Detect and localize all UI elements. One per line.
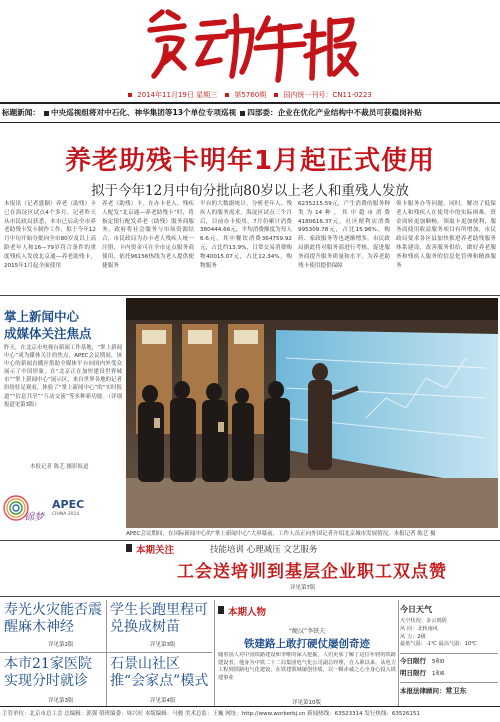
limit-value: 5和0 [432,659,445,666]
weather-title: 今日天气 [400,605,432,614]
apec-text: APEC [52,498,85,511]
footer-credits: 主管单位：北京市总工会 总编辑：郭强 值班编委：周兴旺 本版编辑：马骏 美术总监：王巍 网址：http://www.workerbj.cn 新闻热线：63523314 发行热线：63526151 [2,711,420,717]
section-marker [218,606,224,614]
index-rule [0,122,500,123]
masthead-info [0,89,500,101]
info-divider [400,653,498,654]
headline-index [2,106,500,120]
section-divider [0,540,500,541]
section-marker [126,544,132,552]
brief-see-page[interactable]: 详见第2版 [48,642,74,648]
feature-headline[interactable]: 工会送培训到基层企业职工双点赞 [177,562,447,582]
footer-rule [0,706,500,707]
weather-line: 天空状况：多云到阴 [400,618,447,624]
people-see-page[interactable]: 详见第10版 [292,700,321,706]
photo-story-title[interactable] [4,308,122,342]
column-divider [106,600,107,706]
masthead-rule [0,102,500,104]
photo-story-title-line: 掌上新闻中心 [4,309,80,324]
feature-label: 本期关注 [136,545,175,556]
feature-tags: 技能培训 心理减压 文艺服务 [210,545,318,555]
issue-date: 2014年11月19日 星期三 [137,91,218,99]
photo-story-title-line: 成媒体关注焦点 [4,326,92,341]
index-label: 标题新闻： [2,108,40,117]
brief-headline[interactable]: 石景山社区推“会家点”模式 [110,656,209,689]
apec-logo [2,490,122,528]
photo-credit: 本报记者 陈艺 摄影报道 [30,464,89,470]
info-divider [400,682,498,683]
apec-subtext: CHINA 2014 [52,512,80,517]
weather-line: 风 力：2级 [400,633,426,640]
legal-advisor-name: 常卫东 [445,687,467,696]
masthead-logo [140,2,360,88]
brief-headline[interactable]: 寿光火灾能否震醒麻木神经 [4,602,102,635]
index-item[interactable]: 四部委：企业在优化产业结构中不裁员可获稳岗补贴 [247,108,422,117]
index-item[interactable]: 中央巡视组将对中石化、神华集团等13个单位专项巡视 [50,108,237,117]
brief-headline[interactable]: 学生长跑里程可兑换成树苗 [110,602,208,635]
publication-code: 国内统一刊号：CN11-0223 [283,91,372,99]
people-body: 随着国人对中国铁路建设和李维的深入挖掘，人们更加了解了这位年轻的铁路建设者，他身为中铁二十二局集团电气化公司副总经理，自入职以来，从电力工程到铁路电气化建设，在铁建领域屡创佳绩，以一颗赤诚之心全身心投入铁建事业 [218,652,396,681]
brief-headline[interactable]: 本市21家医院实现分时就诊 [4,656,92,689]
lead-column-1: 本报讯（记者盛颖）养老（助残）卡已在海淀区试点4个多月，记者昨天从市民政局获悉，本市已启动全市养老助残卡发卡制作工作，拟于今年12月中旬开始分批向全市80岁及以上高龄老年人和16—79岁符合条件的重度残疾人发放北京通—养老助残卡，2015年1月起全面使用 [4,201,96,269]
traffic-limit-today [400,656,498,668]
brief-see-page[interactable]: 详见第3版 [150,642,176,648]
limit-label: 明日限行 [400,669,426,678]
section-divider [0,295,500,296]
info-column [400,604,498,697]
limit-label: 今日限行 [400,657,426,666]
legal-advisor-label: 本报法律顾问： [400,687,446,696]
traffic-limit-tomorrow [400,668,498,680]
people-headline[interactable]: 铁建路上敢打硬仗屡创奇迹 [244,638,370,650]
issue-number: 第5760期 [234,91,267,99]
apec-script: 锦梦 [24,512,44,523]
lead-column-5: 领卡服务办等问题。同时，解决了低保老人和残疾人在使用中的实际困难，资金周转更加顺畅，领取卡更加便利，服务商使用收益服务项目有所增加，市民政局要求各区县加快推进养老助残服务体系建设，改善服务供给，做好养老服务和残疾人服务的信息化管理和精准服务 [396,201,496,269]
people-label: 本期人物 [228,607,267,618]
column-divider [398,600,399,706]
news-photo[interactable] [126,298,498,528]
lead-column-4: 6235215.59元，产生消费的服务种类为14种，其中超市消费4180616.37元，社区便利店消费995309.78元，占比15.96%，购药、家政服务等也逐渐增多。市民政局据此将对服务商进行考核，促进服务商提升服务质量和水平，为养老助残卡使用提供保障 [298,201,390,269]
people-kicker: “硬汉”李铁夫 [288,628,326,635]
lead-subhead: 拟于今年12月中旬分批向80岁以上老人和重残人发放 [91,183,409,199]
feature-header [126,544,498,554]
lead-column-2: 养老（助残）卡。在办卡老人、残疾人配发“北京通—养老助残卡”时，将指定银行配发养老（助残）服务商服务，政府将社会服务与市场资源结合，市民政局为办卡老人残疾人统一注册，卡内资金可在全市定点服务商使用，依托96156热线为老人提供便捷服务 [102,201,194,269]
weather-line: 风 向：北转南风 [400,625,438,632]
photo-caption: APEC会议期间，在国际新闻中心的“掌上新闻中心”大屏幕前，工作人员正向外国记者介绍北京城市发展情况。本报记者 陈艺 摄 [126,531,436,537]
photo-story-body: 昨天，在北京市电视台新闻工作基地，“掌上新闻中心”成为媒体关注的焦点，APEC会议期间，该中心的新闻直播区借助全媒体平台向国内外受众展示了中国形象，在“北京正在加快建设世界城市”“掌上新闻中心”展示区，来自世界各地的记者纷纷驻足观看，体验了“掌上新闻中心”的“实时报道”“信息共享”“互动交流”等多种新功能。（详细报道见第3版） [4,345,122,408]
lead-headline[interactable]: 养老助残卡明年1月起正式使用 [64,146,436,176]
brief-divider [0,652,212,653]
lead-column-3: 平台的大数据统计，分析老年人、残疾人的服务需求。海淀区试点三个月后，目前办卡使用，7月份累计消费380444.66元，平均消费额度为每人6.6元，其中餐饮消费364759.92元，占比约13.9%，日常交易消费购物40015.07元，占比12.34%，购物服务 [200,201,292,269]
feature-see-page[interactable]: 详见第7版 [290,585,316,591]
legal-advisor [400,686,498,697]
limit-value: 1和6 [432,671,445,678]
brief-see-page[interactable]: 详见第3版 [48,698,74,704]
weather-line: 最低气温：-1℃ 最高气温：10℃ [400,641,477,648]
brief-see-page[interactable]: 详见第4版 [150,698,176,704]
section-divider [0,596,500,597]
column-divider [214,600,215,706]
people-header [218,604,398,616]
